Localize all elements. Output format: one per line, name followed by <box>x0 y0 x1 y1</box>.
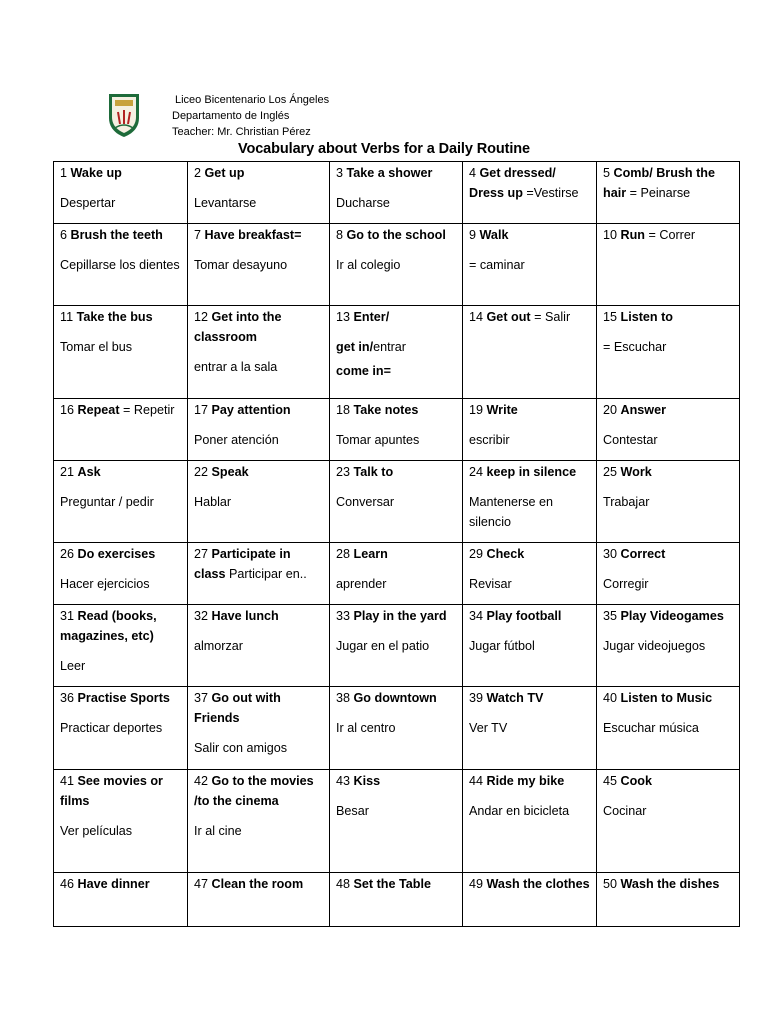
vocab-cell <box>54 770 188 873</box>
item-number: 45 <box>603 774 618 788</box>
vocab-cell <box>54 461 188 543</box>
english-term: Check <box>486 547 525 561</box>
vocab-term-line <box>469 163 590 203</box>
document-header <box>172 92 329 140</box>
vocab-term-line <box>469 400 590 420</box>
vocab-term-line <box>60 225 181 245</box>
item-number: 37 <box>194 691 209 705</box>
vocab-cell <box>188 687 330 770</box>
spanish-translation: Ir al colegio <box>336 258 401 272</box>
item-number: 10 <box>603 228 618 242</box>
item-number: 40 <box>603 691 618 705</box>
spanish-translation: Conversar <box>336 495 395 509</box>
english-term: Have breakfast= <box>204 228 302 242</box>
vocab-cell <box>330 687 463 770</box>
english-term: Talk to <box>353 465 394 479</box>
english-term: keep in silence <box>486 465 577 479</box>
item-number: 22 <box>194 465 209 479</box>
spanish-translation: = Escuchar <box>603 340 667 354</box>
item-number: 26 <box>60 547 75 561</box>
vocab-cell <box>597 687 740 770</box>
vocab-term-line <box>194 874 323 894</box>
item-number: 4 <box>469 166 477 180</box>
vocab-term-line <box>603 544 733 564</box>
english-term: See movies or films <box>60 774 163 808</box>
table-row <box>54 770 740 873</box>
english-term: Go downtown <box>353 691 437 705</box>
spanish-translation: Ir al cine <box>194 824 242 838</box>
english-term: Get dressed/ Dress up <box>469 166 556 200</box>
english-term: Go to the movies /to the cinema <box>194 774 314 808</box>
table-row <box>54 461 740 543</box>
item-number: 49 <box>469 877 484 891</box>
vocab-cell <box>463 224 597 306</box>
spanish-translation: Jugar videojuegos <box>603 639 706 653</box>
item-number: 14 <box>469 310 484 324</box>
vocab-term-line <box>336 462 456 482</box>
item-number: 35 <box>603 609 618 623</box>
item-number: 48 <box>336 877 351 891</box>
vocab-term-line <box>603 400 733 420</box>
english-term: Take the bus <box>76 310 153 324</box>
spanish-translation: Escuchar música <box>603 721 699 735</box>
vocab-cell <box>330 770 463 873</box>
item-number: 47 <box>194 877 209 891</box>
spanish-translation: Levantarse <box>194 196 257 210</box>
vocab-cell <box>463 543 597 605</box>
item-number: 29 <box>469 547 484 561</box>
vocab-cell <box>330 306 463 399</box>
english-term: Get out <box>486 310 531 324</box>
spanish-translation: Cocinar <box>603 804 647 818</box>
spanish-translation: Trabajar <box>603 495 650 509</box>
vocab-term-line <box>336 688 456 708</box>
vocab-term-line <box>469 688 590 708</box>
item-number: 27 <box>194 547 209 561</box>
item-number: 44 <box>469 774 484 788</box>
spanish-translation: Hacer ejercicios <box>60 577 150 591</box>
vocab-cell <box>54 687 188 770</box>
spanish-translation: Salir con amigos <box>194 741 288 755</box>
spanish-translation: Jugar en el patio <box>336 639 430 653</box>
english-term: Speak <box>211 465 249 479</box>
english-term: Play football <box>486 609 562 623</box>
vocab-cell <box>54 605 188 687</box>
vocab-cell <box>188 162 330 224</box>
english-term: get in/ <box>336 340 374 354</box>
item-number: 43 <box>336 774 351 788</box>
spanish-translation: Revisar <box>469 577 512 591</box>
item-number: 8 <box>336 228 344 242</box>
vocab-cell <box>330 605 463 687</box>
vocab-cell <box>597 162 740 224</box>
english-term: Repeat <box>77 403 120 417</box>
vocab-term-line <box>603 462 733 482</box>
vocab-term-line <box>336 606 456 626</box>
english-term: Learn <box>353 547 388 561</box>
item-number: 31 <box>60 609 75 623</box>
spanish-translation: Preguntar / pedir <box>60 495 154 509</box>
item-number: 19 <box>469 403 484 417</box>
vocab-term-line <box>194 462 323 482</box>
vocab-cell <box>188 770 330 873</box>
vocab-term-line <box>603 771 733 791</box>
vocab-term-line <box>194 771 323 811</box>
item-number: 23 <box>336 465 351 479</box>
item-number: 18 <box>336 403 351 417</box>
vocab-cell <box>463 461 597 543</box>
english-term: Get up <box>204 166 245 180</box>
vocab-cell <box>597 605 740 687</box>
table-row <box>54 687 740 770</box>
spanish-translation: Corregir <box>603 577 649 591</box>
english-term: Watch TV <box>486 691 544 705</box>
spanish-translation: entrar a la sala <box>194 360 278 374</box>
english-term: Walk <box>479 228 509 242</box>
item-number: 15 <box>603 310 618 324</box>
english-term: Set the Table <box>353 877 431 891</box>
vocab-cell <box>597 306 740 399</box>
vocab-term-line <box>336 337 456 357</box>
item-number: 11 <box>60 310 74 324</box>
department-name: Departamento de Inglés <box>172 110 290 122</box>
vocab-term-line <box>336 400 456 420</box>
vocab-term-line <box>336 225 456 245</box>
item-number: 9 <box>469 228 477 242</box>
vocab-term-line <box>336 874 456 894</box>
vocab-term-line <box>194 163 323 183</box>
item-number: 25 <box>603 465 618 479</box>
item-number: 32 <box>194 609 209 623</box>
spanish-translation: Contestar <box>603 433 658 447</box>
english-term: Play in the yard <box>353 609 447 623</box>
vocab-cell <box>597 224 740 306</box>
vocab-term-line <box>603 225 733 245</box>
vocab-term-line <box>469 307 590 327</box>
spanish-translation: almorzar <box>194 639 243 653</box>
english-term: come in= <box>336 364 391 378</box>
spanish-translation: Practicar deportes <box>60 721 163 735</box>
vocab-cell <box>463 162 597 224</box>
english-term: Cook <box>620 774 652 788</box>
vocab-term-line <box>60 688 181 708</box>
vocab-cell <box>188 605 330 687</box>
vocab-cell <box>597 461 740 543</box>
vocab-term-line <box>60 462 181 482</box>
spanish-translation: escribir <box>469 433 510 447</box>
spanish-translation: Besar <box>336 804 369 818</box>
vocab-cell <box>54 543 188 605</box>
vocab-term-line <box>603 874 733 894</box>
english-term: Ask <box>77 465 101 479</box>
item-number: 17 <box>194 403 209 417</box>
table-row <box>54 306 740 399</box>
english-term: Participate in class <box>194 547 291 581</box>
english-term: Clean the room <box>211 877 304 891</box>
english-term: Go out with Friends <box>194 691 281 725</box>
vocab-term-line <box>469 225 590 245</box>
english-term: Wash the dishes <box>620 877 720 891</box>
item-number: 3 <box>336 166 344 180</box>
vocab-term-line <box>194 225 323 245</box>
english-term: Enter/ <box>353 310 390 324</box>
table-row <box>54 543 740 605</box>
vocab-cell <box>54 224 188 306</box>
spanish-translation: Jugar fútbol <box>469 639 535 653</box>
vocab-term-line <box>60 771 181 811</box>
vocab-cell <box>188 399 330 461</box>
vocab-cell <box>188 461 330 543</box>
item-number: 38 <box>336 691 351 705</box>
english-term: Listen to <box>620 310 673 324</box>
vocab-cell <box>463 399 597 461</box>
vocab-cell <box>330 162 463 224</box>
spanish-translation: Ver TV <box>469 721 508 735</box>
item-number: 12 <box>194 310 209 324</box>
spanish-translation: Ver películas <box>60 824 133 838</box>
item-number: 50 <box>603 877 618 891</box>
spanish-translation: Tomar desayuno <box>194 258 288 272</box>
spanish-translation: = Peinarse <box>629 186 691 200</box>
item-number: 41 <box>60 774 75 788</box>
vocab-term-line <box>194 307 323 347</box>
vocab-cell <box>330 543 463 605</box>
english-term: Go to the school <box>346 228 446 242</box>
vocab-cell <box>54 162 188 224</box>
vocab-term-line <box>603 606 733 626</box>
vocab-term-line <box>60 874 181 894</box>
english-term: Practise Sports <box>77 691 170 705</box>
english-term: Brush the teeth <box>70 228 163 242</box>
vocabulary-table <box>53 161 740 927</box>
item-number: 24 <box>469 465 484 479</box>
vocab-term-line <box>60 400 181 420</box>
vocab-term-line <box>194 544 323 584</box>
item-number: 30 <box>603 547 618 561</box>
vocab-term-line <box>336 771 456 791</box>
table-row <box>54 224 740 306</box>
english-term: Read (books, magazines, etc) <box>60 609 157 643</box>
vocab-cell <box>597 873 740 927</box>
item-number: 13 <box>336 310 351 324</box>
english-term: Do exercises <box>77 547 156 561</box>
english-term: Work <box>620 465 652 479</box>
vocab-cell <box>54 399 188 461</box>
vocab-cell <box>188 543 330 605</box>
item-number: 1 <box>60 166 68 180</box>
item-number: 36 <box>60 691 75 705</box>
item-number: 21 <box>60 465 75 479</box>
vocab-term-line <box>194 400 323 420</box>
vocab-cell <box>597 399 740 461</box>
vocab-cell <box>188 224 330 306</box>
vocab-term-line <box>194 606 323 626</box>
school-name: Liceo Bicentenario Los Ángeles <box>175 94 330 106</box>
vocab-cell <box>330 873 463 927</box>
english-term: Correct <box>620 547 666 561</box>
spanish-translation: Leer <box>60 659 86 673</box>
spanish-translation: =Vestirse <box>526 186 579 200</box>
english-term: Comb/ Brush the hair <box>603 166 715 200</box>
item-number: 28 <box>336 547 351 561</box>
vocab-term-line <box>336 544 456 564</box>
vocab-term-line <box>194 688 323 728</box>
vocab-term-line <box>336 361 456 381</box>
school-crest-icon <box>106 92 142 138</box>
item-number: 33 <box>336 609 351 623</box>
item-number: 42 <box>194 774 209 788</box>
vocab-cell <box>54 873 188 927</box>
spanish-translation: Tomar apuntes <box>336 433 420 447</box>
vocab-term-line <box>469 462 590 482</box>
english-term: Take notes <box>353 403 419 417</box>
table-row <box>54 399 740 461</box>
spanish-translation: = Repetir <box>123 403 175 417</box>
vocab-term-line <box>469 771 590 791</box>
vocab-cell <box>463 605 597 687</box>
vocab-term-line <box>469 606 590 626</box>
vocab-cell <box>463 770 597 873</box>
spanish-translation: = Salir <box>534 310 571 324</box>
spanish-translation: Poner atención <box>194 433 279 447</box>
vocab-term-line <box>336 307 456 327</box>
vocab-term-line <box>60 544 181 564</box>
item-number: 20 <box>603 403 618 417</box>
english-term: Take a shower <box>346 166 433 180</box>
english-term: Wash the clothes <box>486 877 590 891</box>
english-term: Answer <box>620 403 667 417</box>
vocab-cell <box>597 543 740 605</box>
spanish-translation: = caminar <box>469 258 525 272</box>
item-number: 16 <box>60 403 75 417</box>
vocab-cell <box>330 461 463 543</box>
spanish-translation: Ir al centro <box>336 721 396 735</box>
spanish-translation: aprender <box>336 577 387 591</box>
vocab-term-line <box>469 544 590 564</box>
english-term: Wake up <box>70 166 122 180</box>
english-term: Ride my bike <box>486 774 565 788</box>
english-term: Listen to Music <box>620 691 713 705</box>
table-row <box>54 873 740 927</box>
vocab-cell <box>188 306 330 399</box>
spanish-translation: Ducharse <box>336 196 390 210</box>
item-number: 34 <box>469 609 484 623</box>
item-number: 7 <box>194 228 202 242</box>
spanish-translation: Participar en.. <box>229 567 307 581</box>
spanish-translation: = Correr <box>648 228 696 242</box>
spanish-translation: Tomar el bus <box>60 340 133 354</box>
vocab-term-line <box>603 307 733 327</box>
vocab-term-line <box>60 163 181 183</box>
vocab-cell <box>597 770 740 873</box>
vocab-term-line <box>60 606 181 646</box>
english-term: Run <box>620 228 645 242</box>
vocab-cell <box>54 306 188 399</box>
table-row <box>54 605 740 687</box>
vocab-term-line <box>60 307 181 327</box>
vocab-term-line <box>469 874 590 894</box>
spanish-translation: Cepillarse los dientes <box>60 258 180 272</box>
page-title: Vocabulary about Verbs for a Daily Routine <box>237 141 531 157</box>
teacher-name: Teacher: Mr. Christian Pérez <box>172 126 311 138</box>
vocab-cell <box>188 873 330 927</box>
spanish-translation: Hablar <box>194 495 232 509</box>
vocab-cell <box>330 224 463 306</box>
vocab-term-line <box>603 163 733 203</box>
vocab-cell <box>330 399 463 461</box>
english-term: Play Videogames <box>620 609 724 623</box>
vocab-cell <box>463 687 597 770</box>
english-term: Have dinner <box>77 877 150 891</box>
item-number: 2 <box>194 166 202 180</box>
table-row <box>54 162 740 224</box>
english-term: Have lunch <box>211 609 279 623</box>
spanish-translation: Despertar <box>60 196 116 210</box>
item-number: 6 <box>60 228 68 242</box>
english-term: Write <box>486 403 518 417</box>
item-number: 5 <box>603 166 611 180</box>
item-number: 46 <box>60 877 75 891</box>
english-term: Kiss <box>353 774 381 788</box>
english-term: Get into the classroom <box>194 310 282 344</box>
vocab-term-line <box>336 163 456 183</box>
english-term: Pay attention <box>211 403 291 417</box>
vocab-cell <box>463 873 597 927</box>
vocab-cell <box>463 306 597 399</box>
spanish-translation: Mantenerse en silencio <box>469 495 554 529</box>
spanish-translation: entrar <box>373 340 406 354</box>
vocab-term-line <box>603 688 733 708</box>
item-number: 39 <box>469 691 484 705</box>
spanish-translation: Andar en bicicleta <box>469 804 570 818</box>
